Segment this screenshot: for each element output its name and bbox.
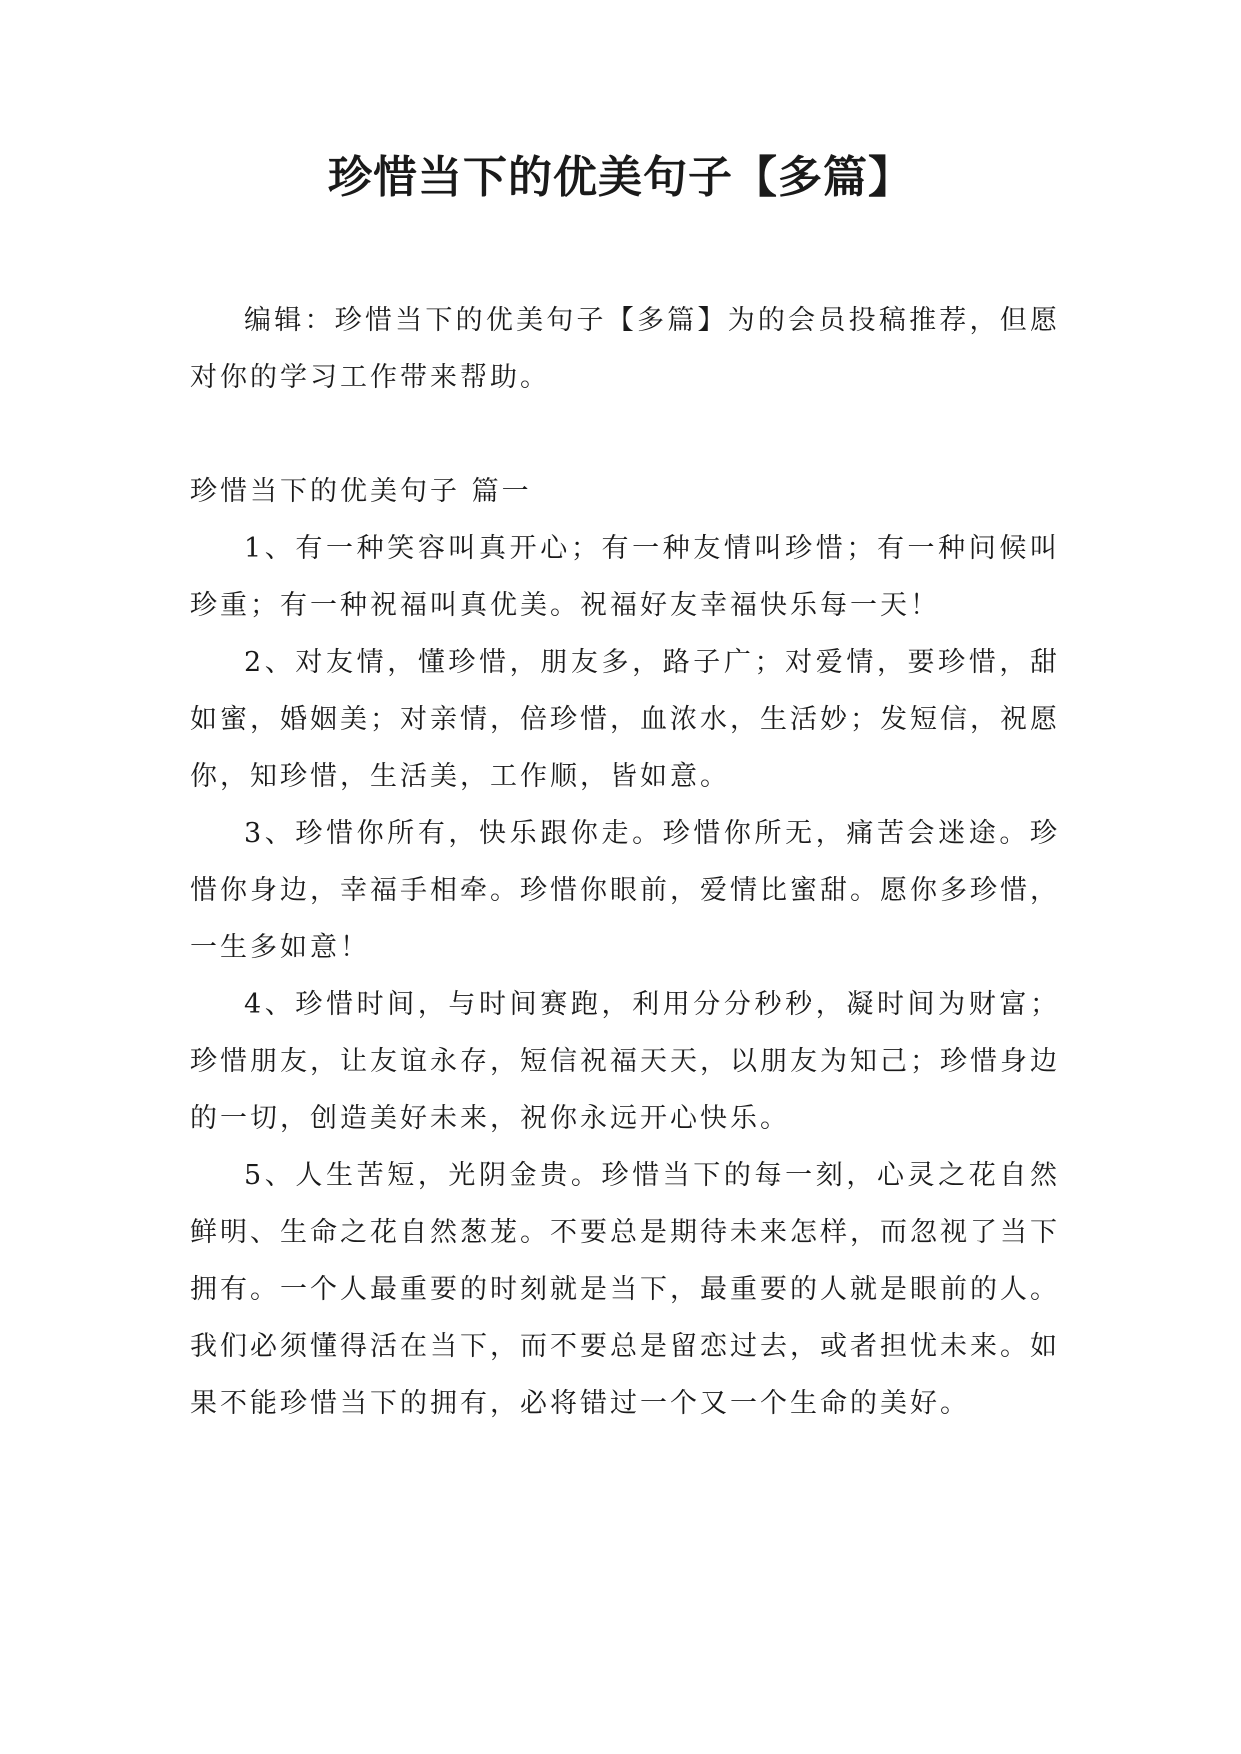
document-body xyxy=(190,292,1060,1432)
intro-paragraph: 编辑：珍惜当下的优美句子【多篇】为的会员投稿推荐，但愿对你的学习工作带来帮助。 xyxy=(190,305,1060,393)
body-paragraph-4: 4、珍惜时间，与时间赛跑，利用分分秒秒，凝时间为财富；珍惜朋友，让友谊永存，短信祝福天天，以朋友为知己；珍惜身边的一切，创造美好未来，祝你永远开心快乐。 xyxy=(190,989,1060,1134)
section-heading: 珍惜当下的优美句子 篇一 xyxy=(190,476,532,507)
body-paragraph-3: 3、珍惜你所有，快乐跟你走。珍惜你所无，痛苦会迷途。珍惜你身边，幸福手相牵。珍惜你眼前，爱情比蜜甜。愿你多珍惜，一生多如意！ xyxy=(190,818,1060,963)
document-title: 珍惜当下的优美句子【多篇】 xyxy=(328,152,913,203)
body-paragraph-2: 2、对友情，懂珍惜，朋友多，路子广；对爱情，要珍惜，甜如蜜，婚姻美；对亲情，倍珍惜，血浓水，生活妙；发短信，祝愿你，知珍惜，生活美，工作顺，皆如意。 xyxy=(190,647,1060,792)
body-paragraph-1: 1、有一种笑容叫真开心；有一种友情叫珍惜；有一种问候叫珍重；有一种祝福叫真优美。祝福好友幸福快乐每一天！ xyxy=(190,533,1060,621)
body-paragraph-5: 5、人生苦短，光阴金贵。珍惜当下的每一刻，心灵之花自然鲜明、生命之花自然葱茏。不要总是期待未来怎样，而忽视了当下拥有。一个人最重要的时刻就是当下，最重要的人就是眼前的人。我们必须懂得活在当下，而不要总是留恋过去，或者担忧未来。如果不能珍惜当下的拥有，必将错过一个又一个生命的美好。 xyxy=(190,1160,1060,1419)
